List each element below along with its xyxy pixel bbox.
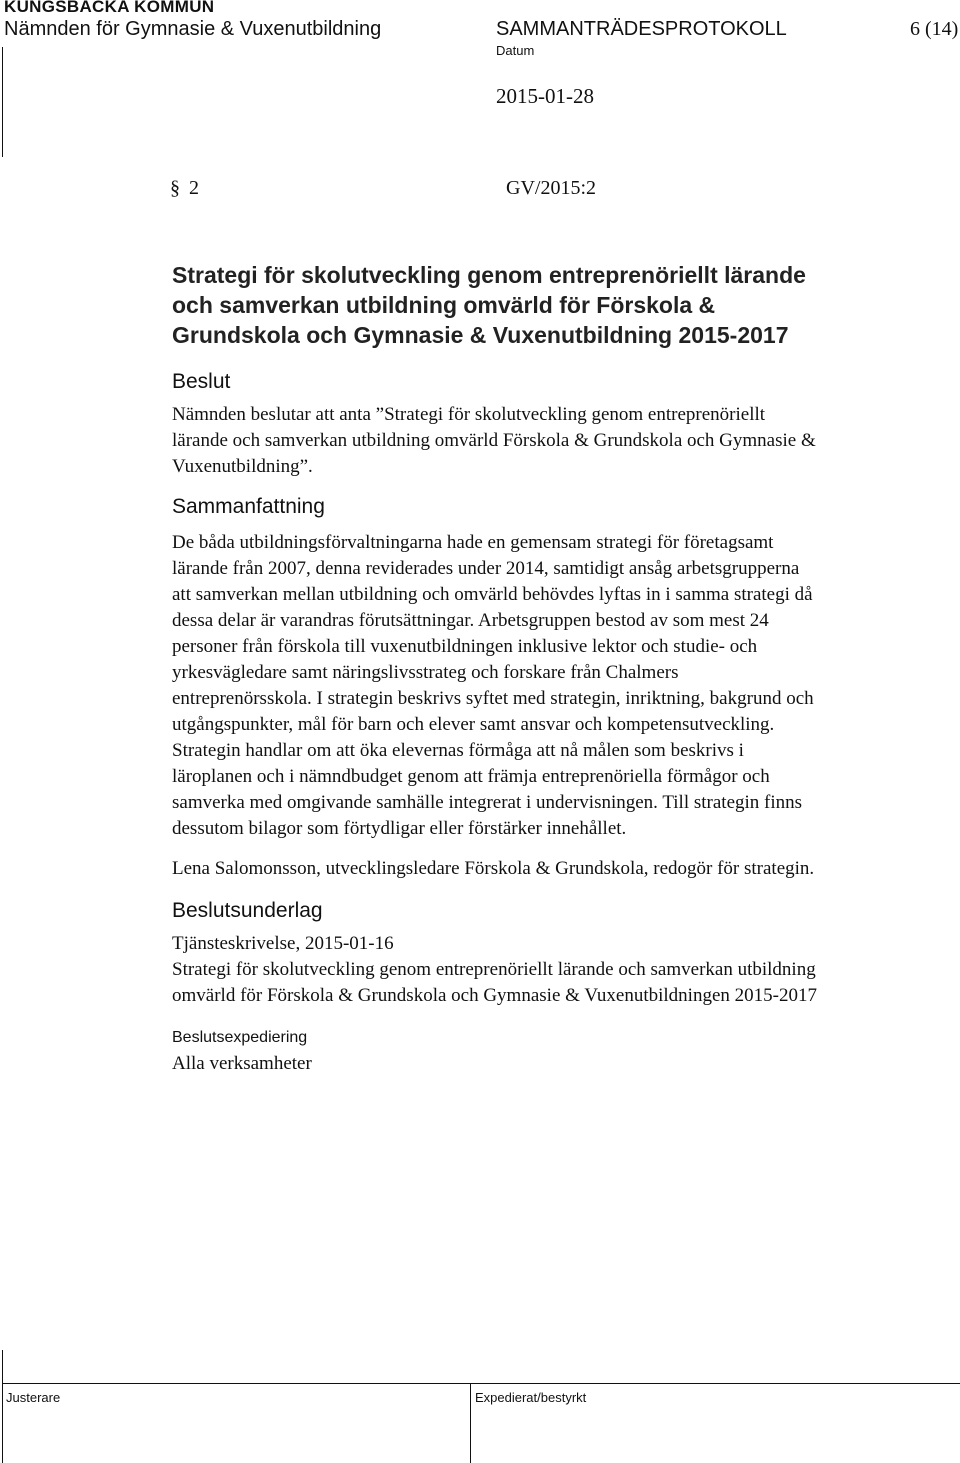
expedierat-label: Expedierat/bestyrkt (475, 1390, 587, 1405)
page-number: 6 (14) (910, 18, 959, 40)
text-line: Tjänsteskrivelse, 2015-01-16 (172, 933, 394, 954)
date-label: Datum (496, 43, 535, 58)
case-number: GV/2015:2 (506, 177, 596, 199)
text-line: omvärld för Förskola & Grundskola och Gymnasie & Vuxenutbildningen 2015-2017 (172, 985, 817, 1006)
beslutsexpediering-heading: Beslutsexpediering (172, 1029, 308, 1046)
left-margin-line-top (2, 47, 3, 157)
meeting-date: 2015-01-28 (496, 84, 594, 108)
text-line: utgångspunkter, mål för barn och elever samt ansvar och kompetensutveckling. (172, 714, 775, 735)
document-type: SAMMANTRÄDESPROTOKOLL (496, 18, 787, 40)
sammanfattning-text (172, 530, 942, 842)
text-line: lärande från 2007, denna reviderades under 2014, samtidigt ansåg arbetsgrupperna (172, 558, 800, 579)
text-line: Strategi för skolutveckling genom entreprenöriellt lärande och samverkan utbildning (172, 959, 816, 980)
paragraph-mark: § (170, 177, 180, 199)
beslut-heading: Beslut (172, 370, 231, 393)
footer-column-divider (470, 1383, 471, 1463)
text-line: personer från förskola till vuxenutbildningen inklusive lektor och studie- och (172, 636, 758, 657)
text-line: Alla verksamheter (172, 1053, 312, 1074)
footer-divider (2, 1383, 960, 1384)
text-line: Nämnden beslutar att anta ”Strategi för skolutveckling genom entreprenöriellt (172, 404, 766, 425)
text-line: dessa delar är varandras förutsättningar. Arbetsgruppen bestod av som mest 24 (172, 610, 769, 631)
left-margin-line-bottom (2, 1350, 3, 1463)
text-line: Lena Salomonsson, utvecklingsledare Förskola & Grundskola, redogör för strategin. (172, 858, 815, 879)
beslutsunderlag-heading: Beslutsunderlag (172, 899, 323, 922)
text-line: att samverkan mellan utbildning och omvärld behövdes lyftas in i samma strategi då (172, 584, 813, 605)
text-line: lärande och samverkan utbildning omvärld Förskola & Grundskola och Gymnasie & (172, 430, 816, 451)
sammanfattning-heading: Sammanfattning (172, 495, 325, 518)
justerare-label: Justerare (6, 1390, 61, 1405)
presenter-text (172, 856, 942, 882)
text-line: samverka med omgivande samhälle integrerat i undervisningen. Till strategin finns (172, 792, 803, 813)
item-title (172, 260, 932, 350)
title-line: och samverkan utbildning omvärld för Förskola & (172, 292, 716, 318)
text-line: De båda utbildningsförvaltningarna hade en gemensam strategi för företagsamt (172, 532, 774, 553)
text-line: dessutom bilagor som förtydligar eller förstärker innehållet. (172, 818, 627, 839)
board-name: Nämnden för Gymnasie & Vuxenutbildning (4, 18, 382, 40)
text-line: Strategin handlar om att öka elevernas förmåga att nå målen som beskrivs i (172, 740, 744, 761)
title-line: Strategi för skolutveckling genom entreprenöriellt lärande (172, 262, 806, 288)
title-line: Grundskola och Gymnasie & Vuxenutbildning 2015-2017 (172, 322, 789, 348)
paragraph-number: 2 (189, 177, 199, 199)
beslutsunderlag-text (172, 931, 942, 1009)
text-line: entreprenörsskola. I strategin beskrivs syftet med strategin, inriktning, bakgrund och (172, 688, 814, 709)
text-line: läroplanen och i nämndbudget genom att främja entreprenöriella förmågor och (172, 766, 770, 787)
text-line: yrkesvägledare samt näringslivsstrateg och forskare från Chalmers (172, 662, 679, 683)
organization-name: KUNGSBACKA KOMMUN (4, 0, 215, 16)
text-line: Vuxenutbildning”. (172, 456, 313, 477)
beslut-text (172, 402, 942, 480)
beslutsexpediering-text (172, 1051, 942, 1077)
